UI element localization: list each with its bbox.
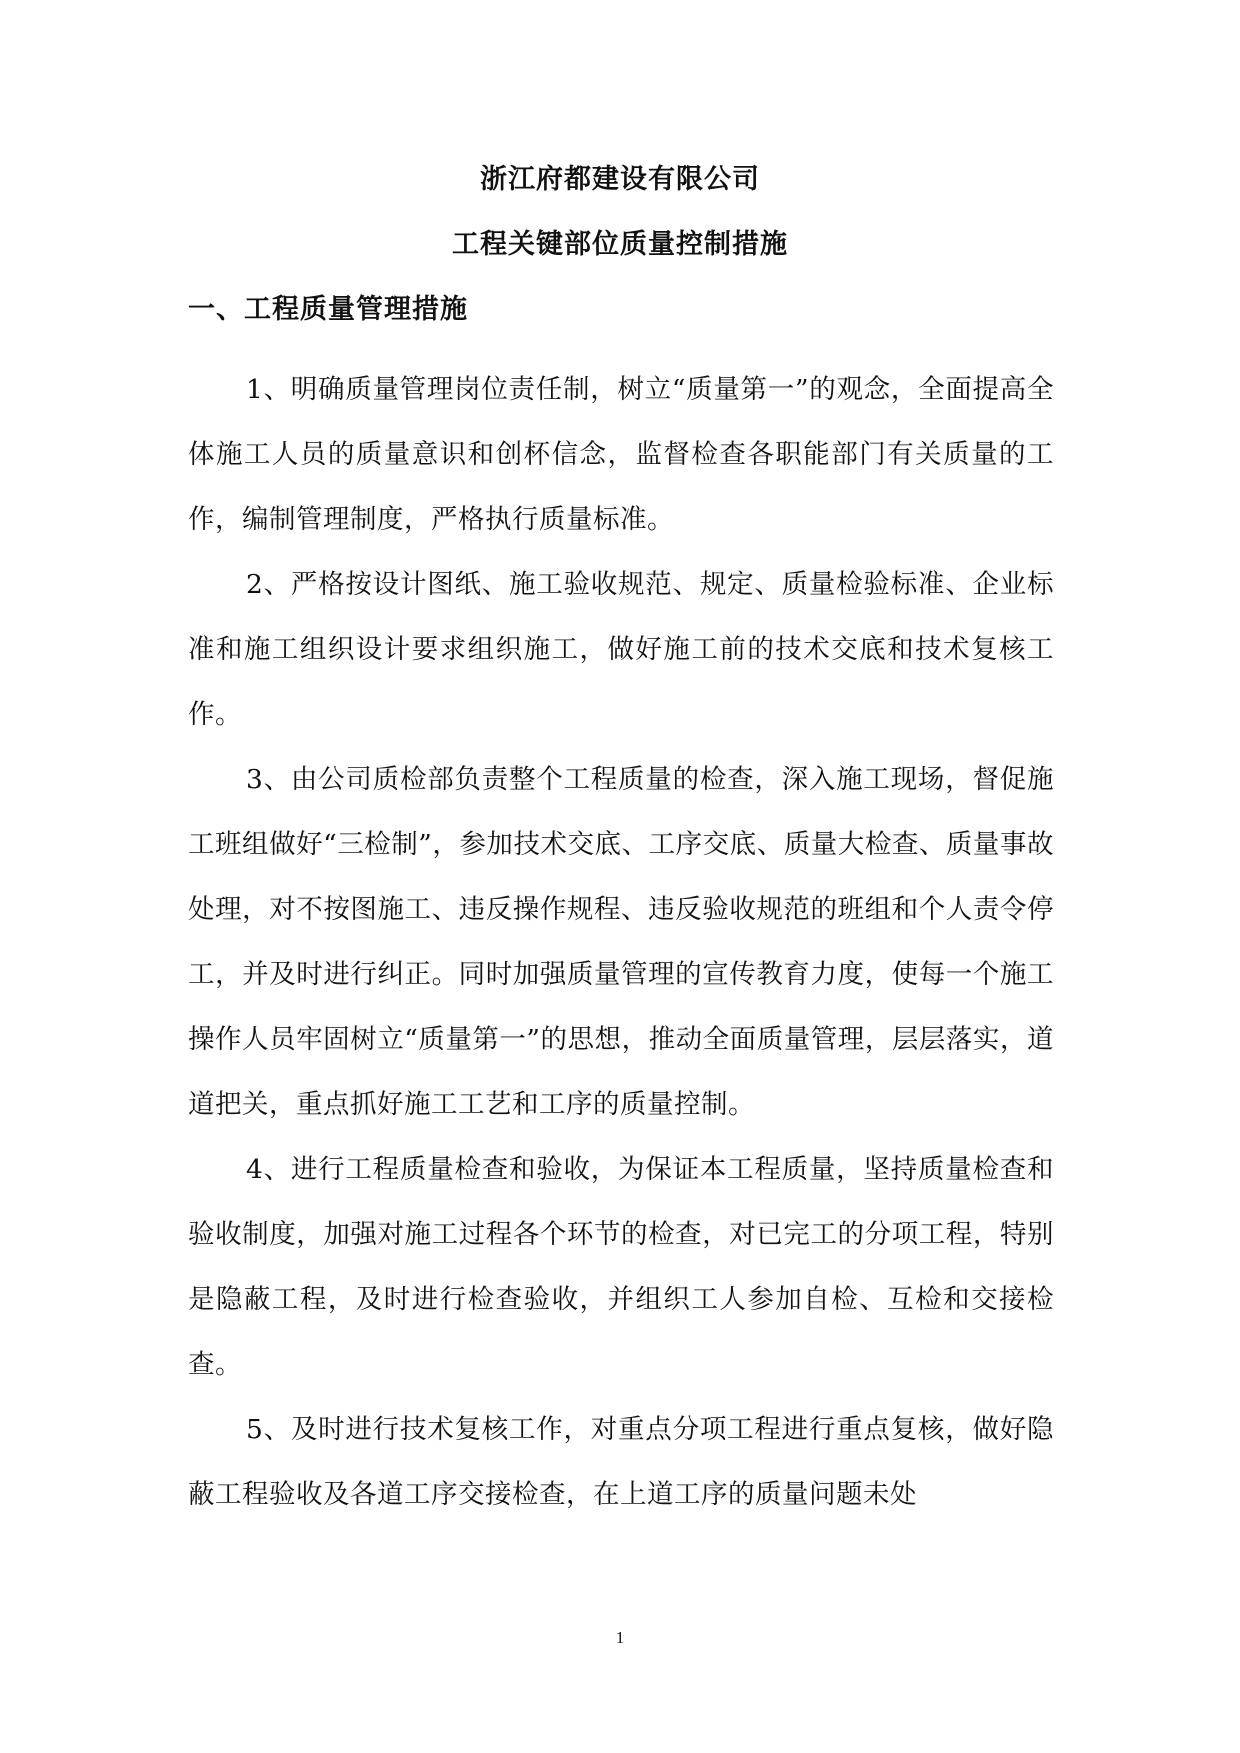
section-heading: 一、工程质量管理措施 [188, 294, 468, 325]
paragraph-2: 2、严格按设计图纸、施工验收规范、规定、质量检验标准、企业标准和施工组织设计要求组织施工，做好施工前的技术交底和技术复核工作。 [188, 569, 1054, 730]
paragraph-3: 3、由公司质检部负责整个工程质量的检查，深入施工现场，督促施工班组做好“三检制”，参加技术交底、工序交底、质量大检查、质量事故处理，对不按图施工、违反操作规程、违反验收规范的班组和个人责令停工，并及时进行纠正。同时加强质量管理的宣传教育力度，使每一个施工操作人员牢固树立“质量第一”的思想，推动全面质量管理，层层落实，道道把关，重点抓好施工工艺和工序的质量控制。 [188, 764, 1054, 1120]
paragraph-5: 5、及时进行技术复核工作，对重点分项工程进行重点复核，做好隐蔽工程验收及各道工序交接检查，在上道工序的质量问题未处 [188, 1414, 1054, 1510]
paragraph-4: 4、进行工程质量检查和验收，为保证本工程质量，坚持质量检查和验收制度，加强对施工过程各个环节的检查，对已完工的分项工程，特别是隐蔽工程，及时进行检查验收，并组织工人参加自检、互检和交接检查。 [188, 1154, 1054, 1380]
page-number: 1 [615, 1628, 625, 1647]
section-body [188, 357, 1054, 1527]
paragraph-1: 1、明确质量管理岗位责任制，树立“质量第一”的观念，全面提高全体施工人员的质量意识和创杯信念，监督检查各职能部门有关质量的工作，编制管理制度，严格执行质量标准。 [188, 374, 1054, 535]
company-name: 浙江府都建设有限公司 [480, 164, 760, 195]
document-title: 工程关键部位质量控制措施 [452, 229, 788, 260]
